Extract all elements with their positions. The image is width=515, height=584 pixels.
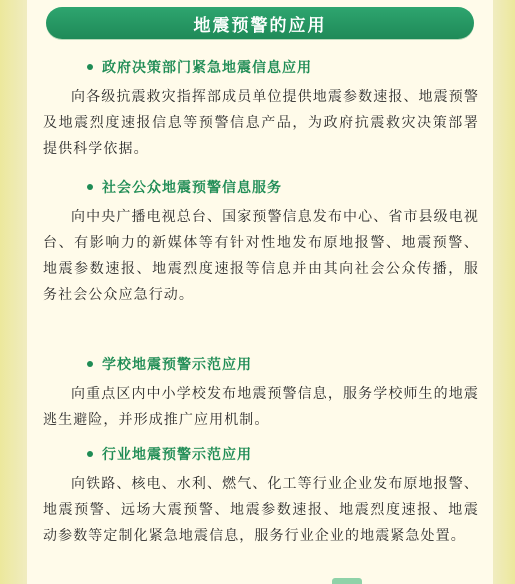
section-body-public: 向中央广播电视总台、国家预警信息发布中心、省市县级电视台、有影响力的新媒体等有针对性地发布原地报警、地震预警、地震参数速报、地震烈度速报等信息并由其向社会公众传播，服务社会公众应急行动。 [43, 209, 479, 303]
section-heading-school [87, 354, 252, 374]
right-page-edge [493, 0, 515, 584]
bullet-dot-icon [87, 184, 93, 190]
section-body-government: 向各级抗震救灾指挥部成员单位提供地震参数速报、地震预警及地震烈度速报信息等预警信息产品，为政府抗震救灾决策部署提供科学依据。 [43, 89, 479, 157]
decorative-tab [332, 578, 362, 584]
section-heading-text: 政府决策部门紧急地震信息应用 [102, 60, 312, 76]
bullet-dot-icon [87, 361, 93, 367]
section-heading-industry [87, 444, 252, 464]
content-card [27, 0, 493, 584]
section-body-industry: 向铁路、核电、水利、燃气、化工等行业企业发布原地报警、地震预警、远场大震预警、地震参数速报、地震烈度速报、地震动参数等定制化紧急地震信息，服务行业企业的地震紧急处置。 [43, 476, 479, 544]
section-heading-text: 行业地震预警示范应用 [102, 447, 252, 463]
section-body-school: 向重点区内中小学校发布地震预警信息，服务学校师生的地震逃生避险，并形成推广应用机制。 [43, 386, 479, 428]
section-heading-government [87, 57, 312, 77]
section-heading-public [87, 177, 282, 197]
title-banner [46, 7, 474, 39]
bullet-dot-icon [87, 451, 93, 457]
left-page-edge [0, 0, 27, 584]
section-heading-text: 社会公众地震预警信息服务 [102, 180, 282, 196]
page-title: 地震预警的应用 [193, 15, 327, 36]
section-heading-text: 学校地震预警示范应用 [102, 357, 252, 373]
bullet-dot-icon [87, 64, 93, 70]
